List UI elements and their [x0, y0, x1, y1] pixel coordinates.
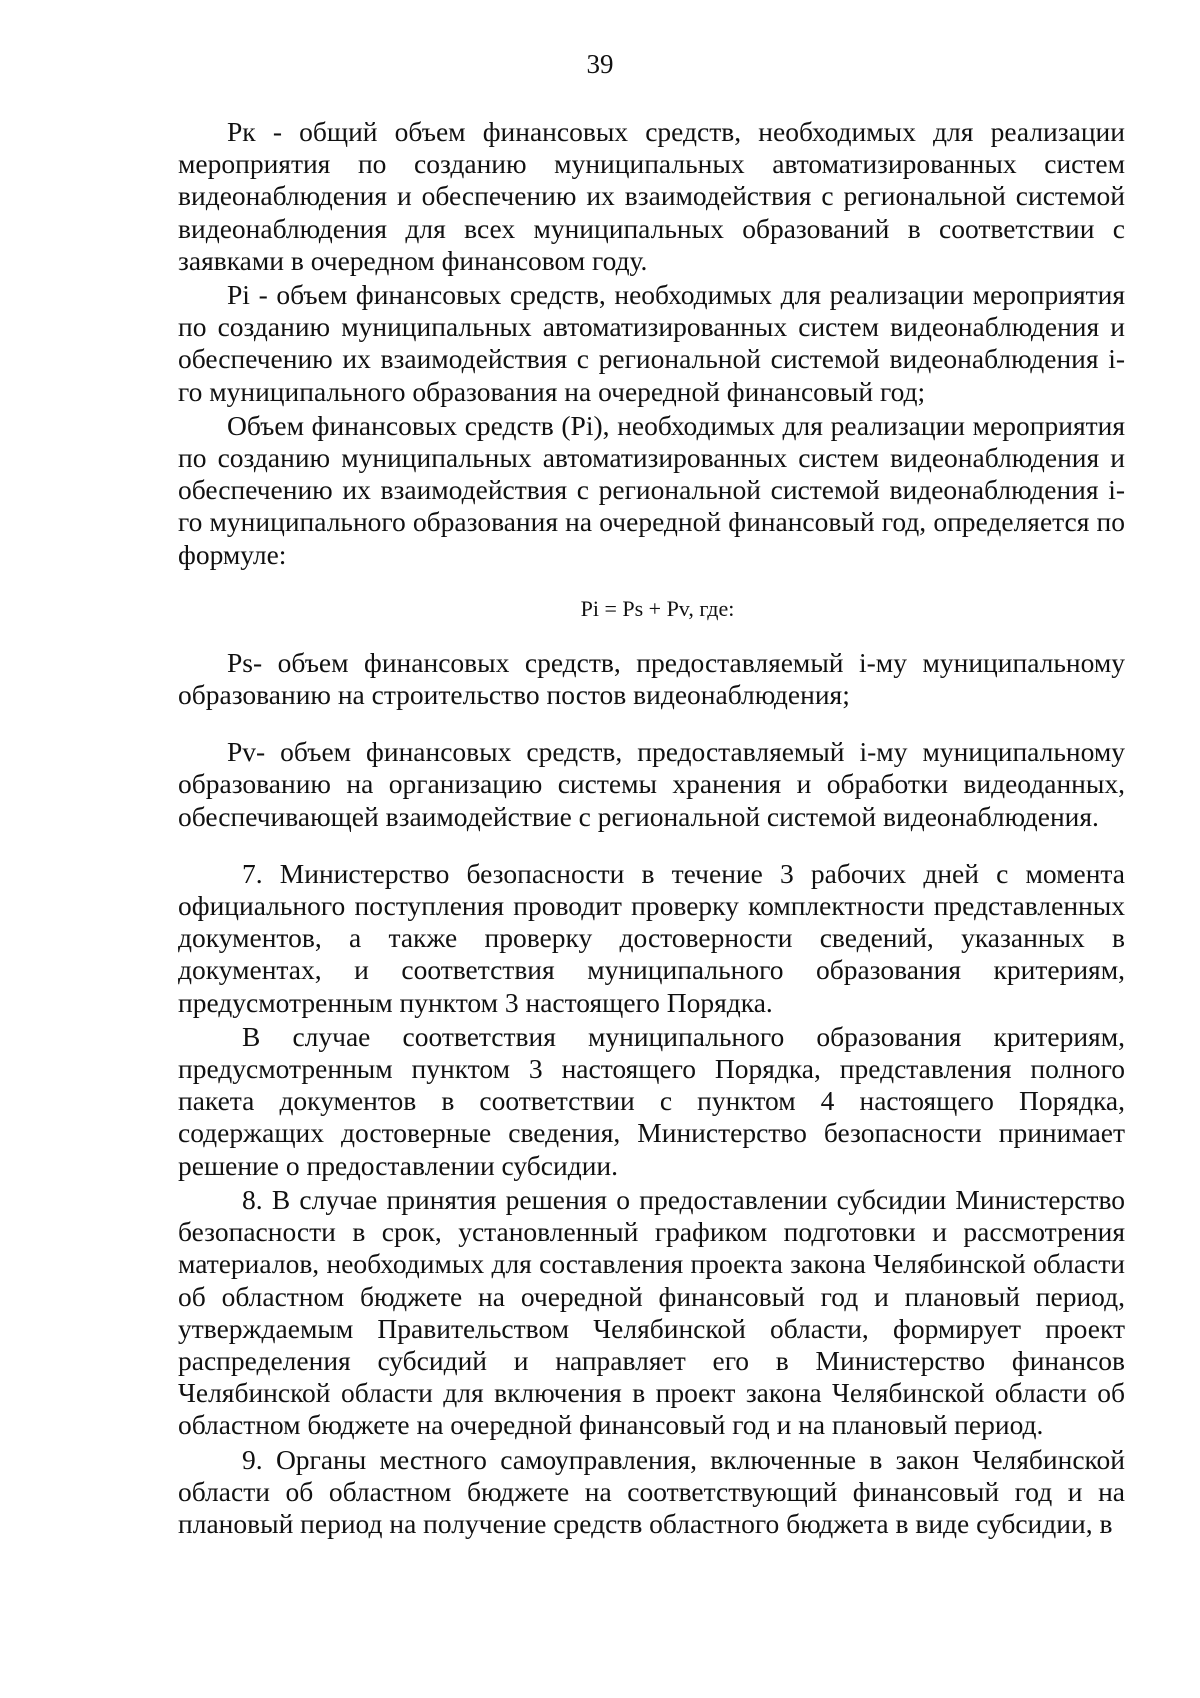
page-number: 39: [586, 49, 614, 79]
formula-pi: Pi = Ps + Pv, где:: [580, 595, 735, 621]
document-body: [178, 116, 1125, 1540]
paragraph-subsidy-decision: В случае соответствия муниципального образования критериям, предусмотренным пунктом 3 настоящего Порядка, представления полного пакета документов в соответствии с пунктом 4 настоящего Порядка, содержащих достоверные сведения, Министерство безопасности принимает решение о предоставлении субсидии.: [178, 1020, 1125, 1181]
paragraph-pi-volume: Объем финансовых средств (Pi), необходимых для реализации мероприятия по созданию муниципальных автоматизированных систем видеонаблюдения и обеспечению их взаимодействия с региональной системой видеонаблюдения i-го муниципального образования на очередной финансовый год, определяется по формуле:: [178, 409, 1125, 570]
paragraph-pv-definition: Pv- объем финансовых средств, предоставляемый i-му муниципальному образованию на организацию системы хранения и обработки видеоданных, обеспечивающей взаимодействие с региональной системой видеонаблюдения.: [178, 736, 1125, 832]
paragraph-item-8: 8. В случае принятия решения о предоставлении субсидии Министерство безопасности в срок, установленный графиком подготовки и рассмотрения материалов, необходимых для составления проекта закона Челябинской области об областном бюджете на очередной финансовый год и плановый период, утверждаемым Правительством Челябинской области, формирует проект распределения субсидий и направляет его в Министерство финансов Челябинской области для включения в проект закона Челябинской области об областном бюджете на очередной финансовый год и на плановый период.: [178, 1183, 1125, 1441]
paragraph-item-9: 9. Органы местного самоуправления, включенные в закон Челябинской области об областном бюджете на соответствующий финансовый год и на плановый период на получение средств областного бюджета в виде субсидии, в: [178, 1443, 1125, 1539]
paragraph-item-7: 7. Министерство безопасности в течение 3 рабочих дней с момента официального поступления проводит проверку комплектности представленных документов, а также проверку достоверности сведений, указанных в документах, и соответствия муниципального образования критериям, предусмотренным пунктом 3 настоящего Порядка.: [178, 857, 1125, 1018]
paragraph-pk-definition: Рк - общий объем финансовых средств, необходимых для реализации мероприятия по созданию муниципальных автоматизированных систем видеонаблюдения и обеспечению их взаимодействия с региональной системой видеонаблюдения для всех муниципальных образований в соответствии с заявками в очередном финансовом году.: [178, 116, 1125, 276]
paragraph-ps-definition: Ps- объем финансовых средств, предоставляемый i-му муниципальному образованию на строительство постов видеонаблюдения;: [178, 646, 1125, 711]
paragraph-pi-definition: Pi - объем финансовых средств, необходимых для реализации мероприятия по созданию муниципальных автоматизированных систем видеонаблюдения и обеспечению их взаимодействия с региональной системой видеонаблюдения i-го муниципального образования на очередной финансовый год;: [178, 279, 1125, 407]
